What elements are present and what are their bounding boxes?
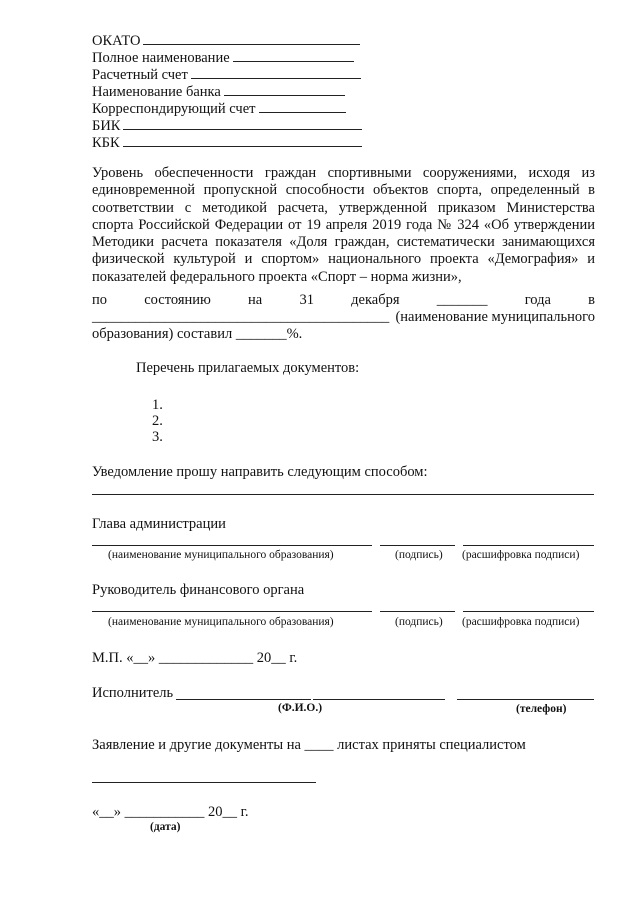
doc-item: 1. [152, 397, 163, 413]
paragraph-percent-text: образования) составил _______%. [92, 326, 303, 342]
provision-level-paragraph [92, 165, 595, 286]
executor-label: Исполнитель [92, 685, 174, 701]
account-label: Расчетный счет [92, 67, 188, 83]
head-fin-org-caption: (наименование муниципального образования) [108, 616, 334, 628]
executor-phone-blank[interactable] [457, 685, 594, 700]
notify-method-blank[interactable] [92, 481, 594, 495]
corr-account-label: Корреспондирующий счет [92, 101, 256, 117]
head-admin-sign-blank[interactable] [380, 532, 455, 546]
paragraph-word: декабря [351, 292, 400, 308]
notify-label: Уведомление прошу направить следующим способом: [92, 464, 428, 480]
paragraph-word: состоянию [144, 292, 211, 308]
paragraph-word: года [524, 292, 551, 308]
full-name-label: Полное наименование [92, 50, 230, 66]
paragraph-word: в [588, 292, 595, 308]
specialist-blank[interactable] [92, 770, 316, 783]
executor-name-caption: (Ф.И.О.) [278, 702, 323, 714]
full-name-blank[interactable] [233, 49, 354, 62]
doc-item: 3. [152, 429, 163, 445]
head-fin-decode-caption: (расшифровка подписи) [462, 616, 580, 628]
bik-field[interactable] [92, 117, 362, 135]
paragraph-word: на [248, 292, 263, 308]
bank-name-field[interactable] [92, 83, 345, 101]
municipality-blank[interactable]: _________________________________________ [92, 309, 390, 325]
doc-item: 2. [152, 413, 163, 429]
head-admin-decode-caption: (расшифровка подписи) [462, 549, 580, 561]
head-fin-title: Руководитель финансового органа [92, 582, 305, 598]
head-fin-org-blank[interactable] [92, 598, 372, 612]
head-fin-decode-blank[interactable] [463, 598, 594, 612]
head-admin-title: Глава администрации [92, 516, 226, 532]
head-fin-sign-caption: (подпись) [395, 616, 443, 628]
docs-heading: Перечень прилагаемых документов: [136, 360, 360, 376]
account-blank[interactable] [191, 66, 361, 79]
bank-name-label: Наименование банка [92, 84, 221, 100]
paragraph-municipality-line [92, 309, 595, 326]
date-caption: (дата) [150, 821, 181, 833]
paragraph-word: 31 [299, 292, 314, 308]
paragraph-word: по [92, 292, 108, 308]
executor-phone-caption: (телефон) [516, 703, 567, 715]
acceptance-date-line[interactable]: «__» ___________ 20__ г. [92, 804, 249, 820]
bik-blank[interactable] [123, 117, 362, 130]
okato-label: ОКАТО [92, 33, 141, 49]
head-admin-sign-caption: (подпись) [395, 549, 443, 561]
paragraph-date-line [92, 292, 595, 309]
head-admin-org-caption: (наименование муниципального образования) [108, 549, 334, 561]
kbk-blank[interactable] [123, 134, 362, 147]
paragraph-text: Уровень обеспеченности граждан спортивными сооружениями, исходя из единовременной пропускной способности объектов спорта, определенный в соответствии с методикой расчета, утвержденной приказом Министерства спорта Российской Федерации от 19 апреля 2019 года № 324 «Об утверждении Методики расчета показателя «Доля граждан, систематически занимающихся физической культурой и спортом» национального проекта «Демография» и показателей федерального проекта «Спорт – норма жизни», [92, 165, 595, 285]
account-field[interactable] [92, 66, 361, 84]
paragraph-word: (наименование муниципального [395, 309, 595, 325]
executor-name-blank[interactable] [176, 685, 311, 700]
bik-label: БИК [92, 118, 121, 134]
head-fin-sign-blank[interactable] [380, 598, 455, 612]
full-name-field[interactable] [92, 49, 354, 67]
year-blank[interactable]: _______ [436, 292, 488, 308]
stamp-date-line[interactable]: М.П. «__» _____________ 20__ г. [92, 650, 298, 666]
acceptance-line: Заявление и другие документы на ____ листах приняты специалистом [92, 737, 526, 753]
okato-blank[interactable] [143, 32, 360, 45]
executor-extra-blank[interactable] [313, 685, 445, 700]
okato-field[interactable] [92, 32, 360, 50]
corr-account-blank[interactable] [259, 100, 346, 113]
kbk-label: КБК [92, 135, 120, 151]
corr-account-field[interactable] [92, 100, 346, 118]
paragraph-percent-line [92, 326, 302, 343]
kbk-field[interactable] [92, 134, 362, 152]
head-admin-decode-blank[interactable] [463, 532, 594, 546]
head-admin-org-blank[interactable] [92, 532, 372, 546]
bank-name-blank[interactable] [224, 83, 345, 96]
